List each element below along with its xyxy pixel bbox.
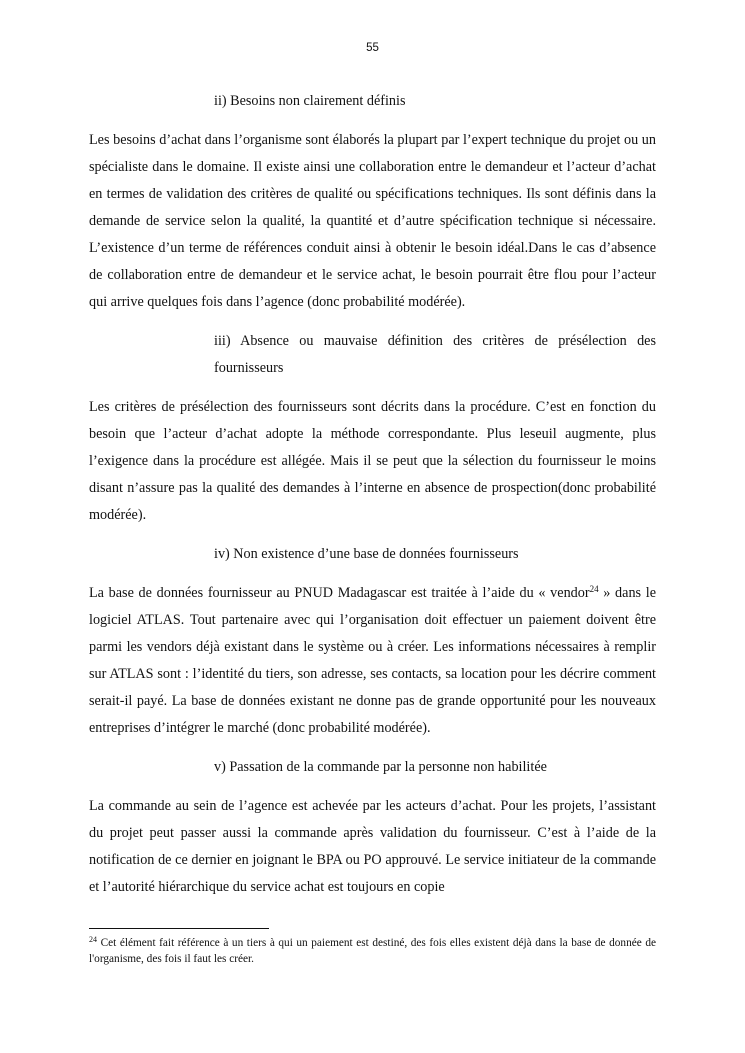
section-paragraph-ii: Les besoins d’achat dans l’organisme sont élaborés la plupart par l’expert technique du projet ou un spécialiste dans le domaine. Il existe ainsi une collaboration entre le demandeur et l’acteur d’achat en termes de validation des critères de qualité ou spécifications techniques. Ils sont définis dans la demande de service selon la qualité, la quantité et d’autre spécification technique si nécessaire. L’existence d’un terme de références conduit ainsi à obtenir le besoin idéal.Dans le cas d’absence de collaboration entre de demandeur et le service achat, le besoin pourrait être flou pour l’acteur qui arrive quelques fois dans l’agence (donc probabilité modérée).	[89, 132, 656, 310]
section-heading-ii: ii) Besoins non clairement définis	[214, 93, 406, 109]
section-paragraph-iv	[89, 580, 656, 742]
page-number: 55	[366, 42, 379, 54]
footnote-reference[interactable]: 24	[589, 584, 599, 594]
section-paragraph-v: La commande au sein de l’agence est achevée par les acteurs d’achat. Pour les projets, l’assistant du projet peut passer aussi la commande après validation du fournisseur. C’est à l’aide de la notification de ce dernier en joignant le BPA ou PO approuvé. Le service initiateur de la commande et l’autorité hiérarchique du service achat est toujours en copie	[89, 798, 656, 895]
footnote-number: 24	[89, 935, 97, 944]
section-heading-iii: iii) Absence ou mauvaise définition des critères de présélection des fournisseurs	[214, 333, 656, 376]
paragraph-iv-text-end: » dans le logiciel ATLAS. Tout partenaire avec qui l’organisation doit effectuer un paiement doivent être parmi les vendors déjà existant dans le système ou à créer. Les informations nécessaires à remplir sur ATLAS sont : l’identité du tiers, son adresse, ses contacts, sa location pour les décrire comment serait-il payé. La base de données existant ne donne pas de grande opportunité pour les nouveaux entreprises d’intégrer le marché (donc probabilité modérée).	[89, 585, 656, 736]
section-heading-iv: iv) Non existence d’une base de données fournisseurs	[214, 546, 519, 562]
page-body	[89, 88, 656, 901]
section-paragraph-iii: Les critères de présélection des fournisseurs sont décrits dans la procédure. C’est en fonction du besoin que l’acteur d’achat adopte la méthode correspondante. Plus leseuil augmente, plus l’exigence dans la procédure est allégée. Mais il se peut que la sélection du fournisseur le moins disant n’assure pas la qualité des demandes à l’interne en absence de prospection(donc probabilité modérée).	[89, 399, 656, 523]
footnote-separator	[89, 928, 269, 929]
footnote	[89, 935, 656, 967]
section-heading-v: v) Passation de la commande par la personne non habilitée	[214, 759, 547, 775]
paragraph-iv-text-start: La base de données fournisseur au PNUD Madagascar est traitée à l’aide du « vendor	[89, 585, 590, 601]
footnote-text: Cet élément fait référence à un tiers à qui un paiement est destiné, des fois elles existent déjà dans la base de donnée de l'organisme, des fois il faut les créer.	[89, 937, 656, 965]
